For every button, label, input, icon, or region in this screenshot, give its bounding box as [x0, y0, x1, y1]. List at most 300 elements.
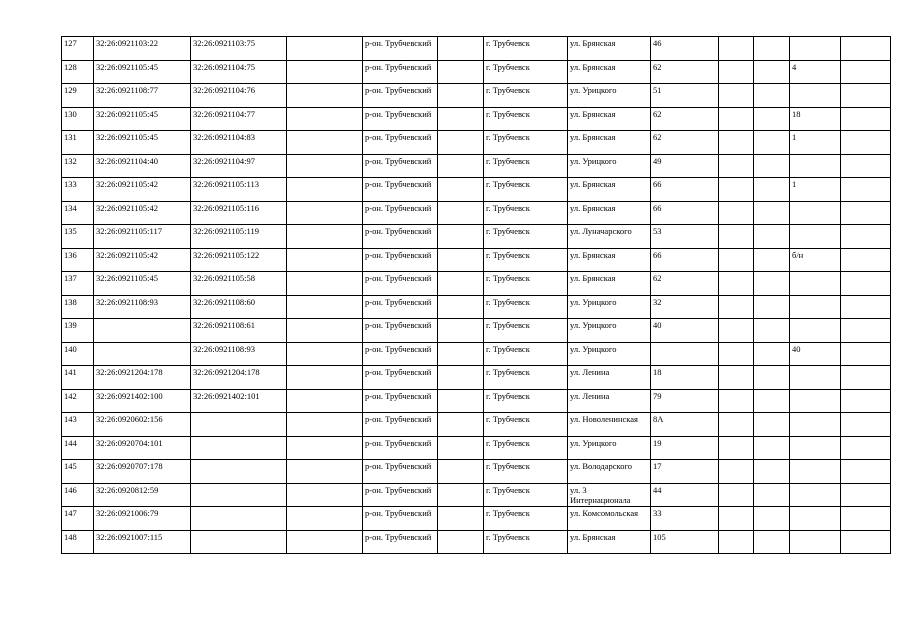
object-cadastral-number-cell: 32:26:0921104:83 — [191, 131, 287, 155]
empty-cell — [841, 107, 891, 131]
city-cell: г. Трубчевск — [484, 107, 568, 131]
house-number-cell: 33 — [651, 507, 719, 531]
empty-cell — [841, 460, 891, 484]
empty-cell — [438, 248, 484, 272]
object-cadastral-number-cell: 32:26:0921104:76 — [191, 84, 287, 108]
extra-number-cell — [790, 460, 841, 484]
empty-cell — [719, 413, 754, 437]
empty-cell — [719, 366, 754, 390]
empty-cell — [754, 201, 790, 225]
district-cell: р-он. Трубчевский — [363, 37, 438, 61]
row-number-cell: 146 — [62, 483, 94, 507]
extra-number-cell — [790, 507, 841, 531]
cadastral-number-cell: 32:26:0921108:77 — [94, 84, 191, 108]
cadastral-number-cell: 32:26:0921105:42 — [94, 248, 191, 272]
house-number-cell: 49 — [651, 154, 719, 178]
street-cell: ул. Луначарского — [568, 225, 651, 249]
empty-cell — [719, 436, 754, 460]
city-cell: г. Трубчевск — [484, 248, 568, 272]
street-cell: ул. Брянская — [568, 131, 651, 155]
empty-cell — [287, 413, 363, 437]
table-row — [62, 84, 891, 108]
extra-number-cell — [790, 436, 841, 460]
district-cell: р-он. Трубчевский — [363, 460, 438, 484]
empty-cell — [438, 366, 484, 390]
district-cell: р-он. Трубчевский — [363, 201, 438, 225]
street-cell: ул. Володарского — [568, 460, 651, 484]
row-number-cell: 140 — [62, 342, 94, 366]
table-row — [62, 295, 891, 319]
table-body — [62, 37, 891, 554]
empty-cell — [754, 248, 790, 272]
empty-cell — [841, 154, 891, 178]
row-number-cell: 139 — [62, 319, 94, 343]
street-cell: ул. Ленина — [568, 389, 651, 413]
row-number-cell: 130 — [62, 107, 94, 131]
empty-cell — [841, 507, 891, 531]
object-cadastral-number-cell: 32:26:0921402:101 — [191, 389, 287, 413]
empty-cell — [287, 84, 363, 108]
row-number-cell: 137 — [62, 272, 94, 296]
city-cell: г. Трубчевск — [484, 413, 568, 437]
house-number-cell: 66 — [651, 201, 719, 225]
object-cadastral-number-cell: 32:26:0921105:122 — [191, 248, 287, 272]
object-cadastral-number-cell: 32:26:0921204:178 — [191, 366, 287, 390]
empty-cell — [754, 154, 790, 178]
row-number-cell: 131 — [62, 131, 94, 155]
district-cell: р-он. Трубчевский — [363, 436, 438, 460]
cadastral-number-cell: 32:26:0920704:101 — [94, 436, 191, 460]
city-cell: г. Трубчевск — [484, 37, 568, 61]
table-row — [62, 319, 891, 343]
table-row — [62, 413, 891, 437]
cadastral-number-cell: 32:26:0921105:45 — [94, 272, 191, 296]
district-cell: р-он. Трубчевский — [363, 342, 438, 366]
empty-cell — [438, 131, 484, 155]
city-cell: г. Трубчевск — [484, 131, 568, 155]
house-number-cell: 19 — [651, 436, 719, 460]
empty-cell — [841, 413, 891, 437]
empty-cell — [438, 530, 484, 554]
empty-cell — [719, 248, 754, 272]
district-cell: р-он. Трубчевский — [363, 248, 438, 272]
row-number-cell: 143 — [62, 413, 94, 437]
empty-cell — [841, 436, 891, 460]
empty-cell — [438, 107, 484, 131]
table-row — [62, 107, 891, 131]
empty-cell — [438, 84, 484, 108]
object-cadastral-number-cell: 32:26:0921105:116 — [191, 201, 287, 225]
extra-number-cell — [790, 319, 841, 343]
street-cell: ул. Брянская — [568, 60, 651, 84]
object-cadastral-number-cell: 32:26:0921105:119 — [191, 225, 287, 249]
object-cadastral-number-cell: 32:26:0921103:75 — [191, 37, 287, 61]
city-cell: г. Трубчевск — [484, 201, 568, 225]
extra-number-cell — [790, 483, 841, 507]
empty-cell — [754, 272, 790, 296]
object-cadastral-number-cell: 32:26:0921108:61 — [191, 319, 287, 343]
row-number-cell: 142 — [62, 389, 94, 413]
street-cell: ул. Комсомольская — [568, 507, 651, 531]
table-row — [62, 178, 891, 202]
empty-cell — [841, 84, 891, 108]
cadastral-number-cell: 32:26:0921105:45 — [94, 107, 191, 131]
empty-cell — [754, 460, 790, 484]
cadastral-number-cell: 32:26:0921105:45 — [94, 60, 191, 84]
empty-cell — [287, 60, 363, 84]
empty-cell — [754, 389, 790, 413]
street-cell: ул. Ленина — [568, 366, 651, 390]
house-number-cell: 105 — [651, 530, 719, 554]
table-row — [62, 436, 891, 460]
cadastral-number-cell: 32:26:0920602:156 — [94, 413, 191, 437]
city-cell: г. Трубчевск — [484, 389, 568, 413]
empty-cell — [841, 131, 891, 155]
table-row — [62, 507, 891, 531]
house-number-cell: 53 — [651, 225, 719, 249]
cadastral-number-cell: 32:26:0921105:42 — [94, 201, 191, 225]
empty-cell — [719, 460, 754, 484]
district-cell: р-он. Трубчевский — [363, 483, 438, 507]
city-cell: г. Трубчевск — [484, 84, 568, 108]
cadastral-number-cell: 32:26:0921006:79 — [94, 507, 191, 531]
empty-cell — [754, 483, 790, 507]
empty-cell — [438, 389, 484, 413]
table-row — [62, 60, 891, 84]
house-number-cell: 62 — [651, 131, 719, 155]
empty-cell — [719, 154, 754, 178]
empty-cell — [841, 178, 891, 202]
empty-cell — [438, 272, 484, 296]
table-row — [62, 272, 891, 296]
street-cell: ул. Брянская — [568, 178, 651, 202]
table-row — [62, 37, 891, 61]
row-number-cell: 129 — [62, 84, 94, 108]
empty-cell — [287, 530, 363, 554]
cadastral-number-cell: 32:26:0920812:59 — [94, 483, 191, 507]
object-cadastral-number-cell — [191, 413, 287, 437]
table-row — [62, 154, 891, 178]
empty-cell — [841, 530, 891, 554]
extra-number-cell — [790, 272, 841, 296]
district-cell: р-он. Трубчевский — [363, 60, 438, 84]
cadastral-number-cell: 32:26:0921204:178 — [94, 366, 191, 390]
extra-number-cell — [790, 225, 841, 249]
cadastral-number-cell: 32:26:0921402:100 — [94, 389, 191, 413]
house-number-cell: 66 — [651, 248, 719, 272]
street-cell: ул. Урицкого — [568, 295, 651, 319]
cadastral-number-cell — [94, 319, 191, 343]
house-number-cell: 8А — [651, 413, 719, 437]
district-cell: р-он. Трубчевский — [363, 389, 438, 413]
empty-cell — [438, 201, 484, 225]
cadastral-number-cell: 32:26:0921105:42 — [94, 178, 191, 202]
street-cell: ул. Урицкого — [568, 436, 651, 460]
city-cell: г. Трубчевск — [484, 342, 568, 366]
empty-cell — [719, 342, 754, 366]
city-cell: г. Трубчевск — [484, 178, 568, 202]
extra-number-cell — [790, 366, 841, 390]
row-number-cell: 138 — [62, 295, 94, 319]
cadastral-number-cell: 32:26:0921105:117 — [94, 225, 191, 249]
row-number-cell: 144 — [62, 436, 94, 460]
empty-cell — [438, 460, 484, 484]
row-number-cell: 141 — [62, 366, 94, 390]
object-cadastral-number-cell — [191, 483, 287, 507]
street-cell: ул. Брянская — [568, 107, 651, 131]
empty-cell — [754, 530, 790, 554]
extra-number-cell: 18 — [790, 107, 841, 131]
empty-cell — [438, 342, 484, 366]
extra-number-cell: 1 — [790, 178, 841, 202]
empty-cell — [719, 530, 754, 554]
empty-cell — [287, 248, 363, 272]
house-number-cell: 62 — [651, 60, 719, 84]
district-cell: р-он. Трубчевский — [363, 507, 438, 531]
row-number-cell: 148 — [62, 530, 94, 554]
row-number-cell: 136 — [62, 248, 94, 272]
empty-cell — [287, 342, 363, 366]
city-cell: г. Трубчевск — [484, 154, 568, 178]
empty-cell — [841, 272, 891, 296]
table-row — [62, 366, 891, 390]
empty-cell — [841, 225, 891, 249]
district-cell: р-он. Трубчевский — [363, 413, 438, 437]
table-row — [62, 342, 891, 366]
street-cell: ул. Урицкого — [568, 154, 651, 178]
house-number-cell: 18 — [651, 366, 719, 390]
empty-cell — [841, 295, 891, 319]
empty-cell — [754, 342, 790, 366]
empty-cell — [438, 178, 484, 202]
row-number-cell: 132 — [62, 154, 94, 178]
street-cell: ул. Брянская — [568, 248, 651, 272]
city-cell: г. Трубчевск — [484, 507, 568, 531]
empty-cell — [841, 319, 891, 343]
empty-cell — [719, 389, 754, 413]
cadastral-number-cell: 32:26:0920707:178 — [94, 460, 191, 484]
object-cadastral-number-cell: 32:26:0921104:77 — [191, 107, 287, 131]
extra-number-cell — [790, 154, 841, 178]
empty-cell — [754, 225, 790, 249]
empty-cell — [841, 201, 891, 225]
empty-cell — [719, 107, 754, 131]
row-number-cell: 128 — [62, 60, 94, 84]
street-cell: ул. Урицкого — [568, 342, 651, 366]
empty-cell — [719, 60, 754, 84]
house-number-cell — [651, 342, 719, 366]
cadastral-number-cell: 32:26:0921108:93 — [94, 295, 191, 319]
row-number-cell: 147 — [62, 507, 94, 531]
empty-cell — [719, 483, 754, 507]
house-number-cell: 44 — [651, 483, 719, 507]
empty-cell — [438, 413, 484, 437]
district-cell: р-он. Трубчевский — [363, 295, 438, 319]
table-row — [62, 530, 891, 554]
empty-cell — [841, 483, 891, 507]
empty-cell — [719, 319, 754, 343]
district-cell: р-он. Трубчевский — [363, 131, 438, 155]
empty-cell — [287, 436, 363, 460]
object-cadastral-number-cell: 32:26:0921104:75 — [191, 60, 287, 84]
empty-cell — [287, 225, 363, 249]
object-cadastral-number-cell — [191, 436, 287, 460]
street-cell: ул. Новоленинская — [568, 413, 651, 437]
empty-cell — [841, 248, 891, 272]
street-cell: ул. 3 Интернационала — [568, 483, 651, 507]
object-cadastral-number-cell — [191, 507, 287, 531]
extra-number-cell — [790, 530, 841, 554]
empty-cell — [754, 178, 790, 202]
district-cell: р-он. Трубчевский — [363, 154, 438, 178]
address-table — [61, 36, 891, 554]
house-number-cell: 17 — [651, 460, 719, 484]
district-cell: р-он. Трубчевский — [363, 319, 438, 343]
empty-cell — [754, 37, 790, 61]
table-row — [62, 483, 891, 507]
object-cadastral-number-cell: 32:26:0921105:58 — [191, 272, 287, 296]
empty-cell — [438, 295, 484, 319]
row-number-cell: 133 — [62, 178, 94, 202]
street-cell: ул. Брянская — [568, 37, 651, 61]
street-cell: ул. Брянская — [568, 530, 651, 554]
empty-cell — [287, 295, 363, 319]
empty-cell — [754, 319, 790, 343]
empty-cell — [719, 507, 754, 531]
city-cell: г. Трубчевск — [484, 60, 568, 84]
table-row — [62, 131, 891, 155]
table-row — [62, 460, 891, 484]
house-number-cell: 51 — [651, 84, 719, 108]
empty-cell — [719, 201, 754, 225]
empty-cell — [287, 389, 363, 413]
city-cell: г. Трубчевск — [484, 460, 568, 484]
extra-number-cell: б/н — [790, 248, 841, 272]
street-cell: ул. Урицкого — [568, 319, 651, 343]
object-cadastral-number-cell — [191, 530, 287, 554]
empty-cell — [438, 60, 484, 84]
empty-cell — [754, 366, 790, 390]
extra-number-cell: 1 — [790, 131, 841, 155]
cadastral-number-cell: 32:26:0921007:115 — [94, 530, 191, 554]
empty-cell — [719, 272, 754, 296]
empty-cell — [841, 389, 891, 413]
district-cell: р-он. Трубчевский — [363, 530, 438, 554]
empty-cell — [287, 366, 363, 390]
district-cell: р-он. Трубчевский — [363, 178, 438, 202]
district-cell: р-он. Трубчевский — [363, 272, 438, 296]
empty-cell — [754, 507, 790, 531]
city-cell: г. Трубчевск — [484, 530, 568, 554]
object-cadastral-number-cell: 32:26:0921105:113 — [191, 178, 287, 202]
table-row — [62, 248, 891, 272]
cadastral-number-cell: 32:26:0921103:22 — [94, 37, 191, 61]
empty-cell — [438, 154, 484, 178]
object-cadastral-number-cell: 32:26:0921108:60 — [191, 295, 287, 319]
empty-cell — [438, 37, 484, 61]
empty-cell — [719, 295, 754, 319]
district-cell: р-он. Трубчевский — [363, 84, 438, 108]
extra-number-cell: 40 — [790, 342, 841, 366]
empty-cell — [287, 131, 363, 155]
empty-cell — [754, 413, 790, 437]
empty-cell — [754, 295, 790, 319]
city-cell: г. Трубчевск — [484, 319, 568, 343]
empty-cell — [438, 507, 484, 531]
house-number-cell: 66 — [651, 178, 719, 202]
house-number-cell: 32 — [651, 295, 719, 319]
empty-cell — [438, 225, 484, 249]
empty-cell — [841, 366, 891, 390]
object-cadastral-number-cell: 32:26:0921108:93 — [191, 342, 287, 366]
house-number-cell: 62 — [651, 272, 719, 296]
empty-cell — [719, 131, 754, 155]
empty-cell — [287, 483, 363, 507]
city-cell: г. Трубчевск — [484, 483, 568, 507]
extra-number-cell — [790, 389, 841, 413]
row-number-cell: 135 — [62, 225, 94, 249]
house-number-cell: 62 — [651, 107, 719, 131]
object-cadastral-number-cell — [191, 460, 287, 484]
street-cell: ул. Брянская — [568, 201, 651, 225]
empty-cell — [841, 342, 891, 366]
row-number-cell: 134 — [62, 201, 94, 225]
extra-number-cell — [790, 84, 841, 108]
empty-cell — [719, 37, 754, 61]
city-cell: г. Трубчевск — [484, 295, 568, 319]
city-cell: г. Трубчевск — [484, 272, 568, 296]
district-cell: р-он. Трубчевский — [363, 225, 438, 249]
empty-cell — [754, 60, 790, 84]
empty-cell — [287, 507, 363, 531]
house-number-cell: 40 — [651, 319, 719, 343]
empty-cell — [841, 37, 891, 61]
empty-cell — [754, 107, 790, 131]
house-number-cell: 79 — [651, 389, 719, 413]
extra-number-cell — [790, 413, 841, 437]
empty-cell — [287, 178, 363, 202]
empty-cell — [438, 483, 484, 507]
row-number-cell: 127 — [62, 37, 94, 61]
extra-number-cell — [790, 37, 841, 61]
empty-cell — [287, 154, 363, 178]
row-number-cell: 145 — [62, 460, 94, 484]
empty-cell — [719, 84, 754, 108]
empty-cell — [438, 319, 484, 343]
empty-cell — [754, 84, 790, 108]
district-cell: р-он. Трубчевский — [363, 107, 438, 131]
street-cell: ул. Урицкого — [568, 84, 651, 108]
empty-cell — [438, 436, 484, 460]
empty-cell — [287, 319, 363, 343]
street-cell: ул. Брянская — [568, 272, 651, 296]
house-number-cell: 46 — [651, 37, 719, 61]
empty-cell — [754, 131, 790, 155]
table-row — [62, 389, 891, 413]
table-row — [62, 225, 891, 249]
extra-number-cell — [790, 295, 841, 319]
object-cadastral-number-cell: 32:26:0921104:97 — [191, 154, 287, 178]
district-cell: р-он. Трубчевский — [363, 366, 438, 390]
empty-cell — [287, 272, 363, 296]
empty-cell — [719, 178, 754, 202]
table-row — [62, 201, 891, 225]
empty-cell — [287, 107, 363, 131]
cadastral-number-cell: 32:26:0921104:40 — [94, 154, 191, 178]
empty-cell — [287, 201, 363, 225]
empty-cell — [719, 225, 754, 249]
city-cell: г. Трубчевск — [484, 366, 568, 390]
